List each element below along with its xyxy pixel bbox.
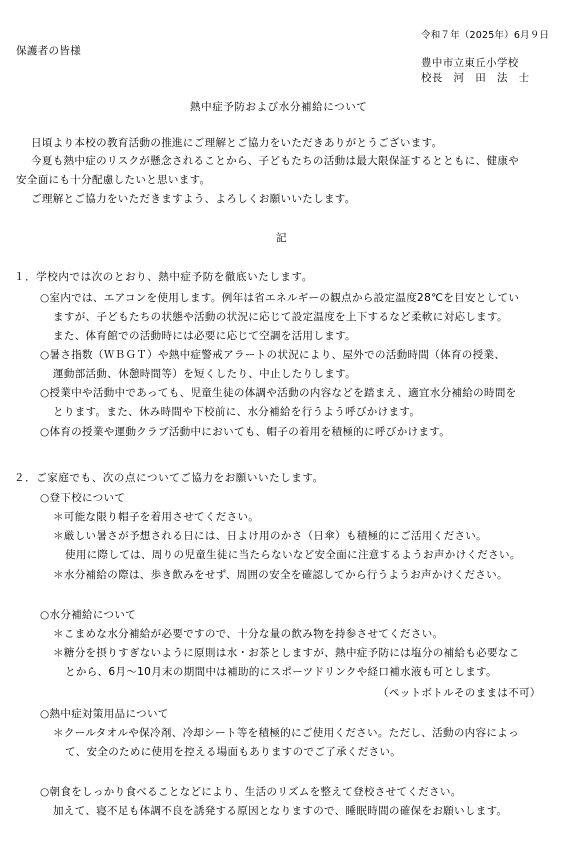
rhythm-line: 加えて、寝不足も体調不良を誘発する原因となりますので、睡眠時間の確保をお願いします。: [53, 805, 508, 817]
commute-line: ＊水分補給の際は、歩き飲みをせず、周囲の安全を確認してから行うようお声かけください。: [53, 569, 508, 581]
school-name: 豊中市立東丘小学校: [421, 57, 519, 69]
hydration-note: （ペットボトルそのままは不可）: [378, 687, 541, 699]
document-title: 熱中症予防および水分補給について: [190, 101, 368, 113]
section1-line: ○暑さ指数（ＷＢＧＴ）や熱中症警戒アラートの状況により、屋外での活動時間（体育の授業、: [40, 349, 506, 361]
section1-line: とります。また、休み時間や下校前に、水分補給を行うよう呼びかけます。: [53, 406, 421, 418]
hydration-line: ＊こまめな水分補給が必要ですので、十分な量の飲み物を持参させてください。: [53, 628, 444, 640]
commute-line: 使用に際しては、周りの児童生徒に当たらないなど安全面に注意するようお声かけください。: [65, 549, 521, 561]
commute-line: ＊厳しい暑さが予想される日には、日よけ用のかさ（日傘）も積極的にご活用ください。: [53, 530, 487, 542]
section1-line: ますが、子どもたちの状態や活動の状況に応じて設定温度を上下するなど柔軟に対応します。: [53, 311, 508, 323]
section2-heading: ２．ご家庭でも、次の点についてご協力をお願いいたします。: [14, 472, 324, 484]
intro-line: 日頃より本校の教育活動の推進にご理解とご協力をいただきありがとうございます。: [31, 137, 443, 149]
hydration-line: ＊糖分を摂りすぎないように原則は水・お茶としますが、熱中症予防には塩分の補給も必要なこ: [53, 647, 520, 659]
goods-line: ＊クールタオルや保冷剤、冷却シート等を積極的にご使用ください。ただし、活動の内容によっ: [53, 727, 519, 739]
commute-line: ＊可能な限り帽子を着用させてください。: [53, 511, 260, 523]
letter-date: 令和７年（2025年）6月９日: [421, 30, 550, 41]
section1-line: 運動部活動、休憩時間等）を短くしたり、中止したりします。: [53, 368, 356, 380]
intro-line: 安全面にも十分配慮したいと思います。: [16, 174, 211, 186]
hydration-subheading: ○水分補給について: [40, 609, 137, 621]
addressee: 保護者の皆様: [16, 45, 82, 57]
section1-line: また、体育館での活動時には必要に応じて空調を活用します。: [53, 330, 356, 342]
section1-line: ○授業中や活動中であっても、児童生徒の体調や活動の内容などを踏まえ、適宜水分補給の時間を: [40, 387, 517, 399]
intro-line: ご理解とご協力をいただきますよう、よろしくお願いいたします。: [31, 193, 356, 205]
rhythm-line: ○朝食をしっかり食べることなどにより、生活のリズムを整えて登校させてください。: [40, 786, 462, 798]
ki-marker: 記: [276, 232, 287, 244]
section1-line: ○室内では、エアコンを使用します。例年は省エネルギーの観点から設定温度28℃を目安としてい: [40, 292, 520, 304]
goods-subheading: ○熱中症対策用品について: [40, 708, 169, 720]
goods-line: て、安全のために使用を控える場面もありますのでご了承ください。: [65, 746, 402, 758]
principal-name: 校長 河 田 法 士: [421, 72, 530, 84]
intro-line: 今夏も熱中症のリスクが懸念されることから、子どもたちの活動は最大限保証するとともに、健康や: [31, 155, 520, 167]
commute-subheading: ○登下校について: [40, 492, 126, 504]
section1-line: ○体育の授業や運動クラブ活動中においても、帽子の着用を積極的に呼びかけます。: [40, 426, 451, 438]
hydration-line: とから、6月～10月末の期間中は補助的にスポーツドリンクや経口補水液も可とします。: [65, 666, 497, 678]
section1-heading: １．学校内では次のとおり、熱中症予防を徹底いたします。: [14, 271, 313, 283]
